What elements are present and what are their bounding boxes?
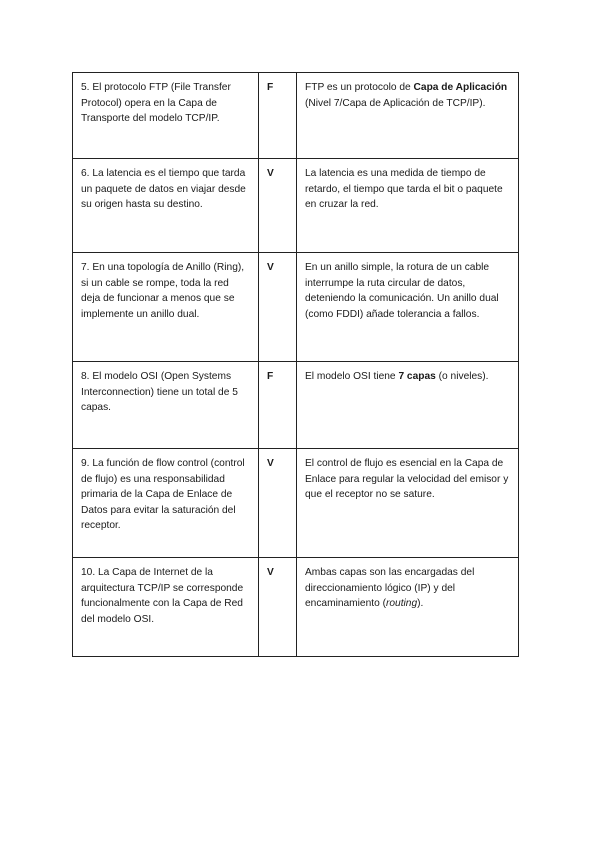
table-row <box>73 159 519 253</box>
answer-cell: V <box>259 159 297 253</box>
statement-cell: 6. La latencia es el tiempo que tarda un paquete de datos en viajar desde su origen hasta su destino. <box>73 159 259 253</box>
explanation-text: (Nivel 7/Capa de Aplicación de TCP/IP). <box>305 97 486 109</box>
explanation-cell: En un anillo simple, la rotura de un cable interrumpe la ruta circular de datos, deteniendo la comunicación. Un anillo dual (como FDDI) añade tolerancia a fallos. <box>297 253 519 362</box>
explanation-bold: Capa de Aplicación <box>413 82 508 93</box>
answer-cell: V <box>259 449 297 558</box>
answer-cell: F <box>259 73 297 159</box>
explanation-bold: 7 capas <box>398 371 436 382</box>
explanation-cell <box>297 73 519 159</box>
answer-cell: V <box>259 253 297 362</box>
answer-cell: F <box>259 362 297 449</box>
explanation-text: Ambas capas son las encargadas del direccionamiento lógico (IP) y del encaminamiento ( <box>305 567 475 609</box>
explanation-cell <box>297 362 519 449</box>
answer-cell: V <box>259 558 297 657</box>
explanation-text: El modelo OSI tiene <box>305 371 399 382</box>
explanation-text: ). <box>417 598 424 609</box>
explanation-text: FTP es un protocolo de <box>305 82 414 93</box>
explanation-cell: El control de flujo es esencial en la Capa de Enlace para regular la velocidad del emisor y que el receptor no se sature. <box>297 449 519 558</box>
statement-cell: 8. El modelo OSI (Open Systems Interconnection) tiene un total de 5 capas. <box>73 362 259 449</box>
explanation-cell <box>297 558 519 657</box>
statement-cell: 7. En una topología de Anillo (Ring), si un cable se rompe, toda la red deja de funcionar a menos que se implemente un anillo dual. <box>73 253 259 362</box>
statement-cell: 5. El protocolo FTP (File Transfer Protocol) opera en la Capa de Transporte del modelo TCP/IP. <box>73 73 259 159</box>
statement-cell: 9. La función de flow control (control de flujo) es una responsabilidad primaria de la Capa de Enlace de Datos para evitar la saturación del receptor. <box>73 449 259 558</box>
explanation-text: (o niveles). <box>435 371 489 382</box>
explanation-italic: routing <box>385 598 418 609</box>
table-row <box>73 253 519 362</box>
table-row <box>73 73 519 159</box>
table-row <box>73 558 519 657</box>
table-row <box>73 449 519 558</box>
table-row <box>73 362 519 449</box>
statement-cell: 10. La Capa de Internet de la arquitectura TCP/IP se corresponde funcionalmente con la Capa de Red del modelo OSI. <box>73 558 259 657</box>
explanation-cell: La latencia es una medida de tiempo de retardo, el tiempo que tarda el bit o paquete en cruzar la red. <box>297 159 519 253</box>
true-false-table <box>72 72 519 657</box>
